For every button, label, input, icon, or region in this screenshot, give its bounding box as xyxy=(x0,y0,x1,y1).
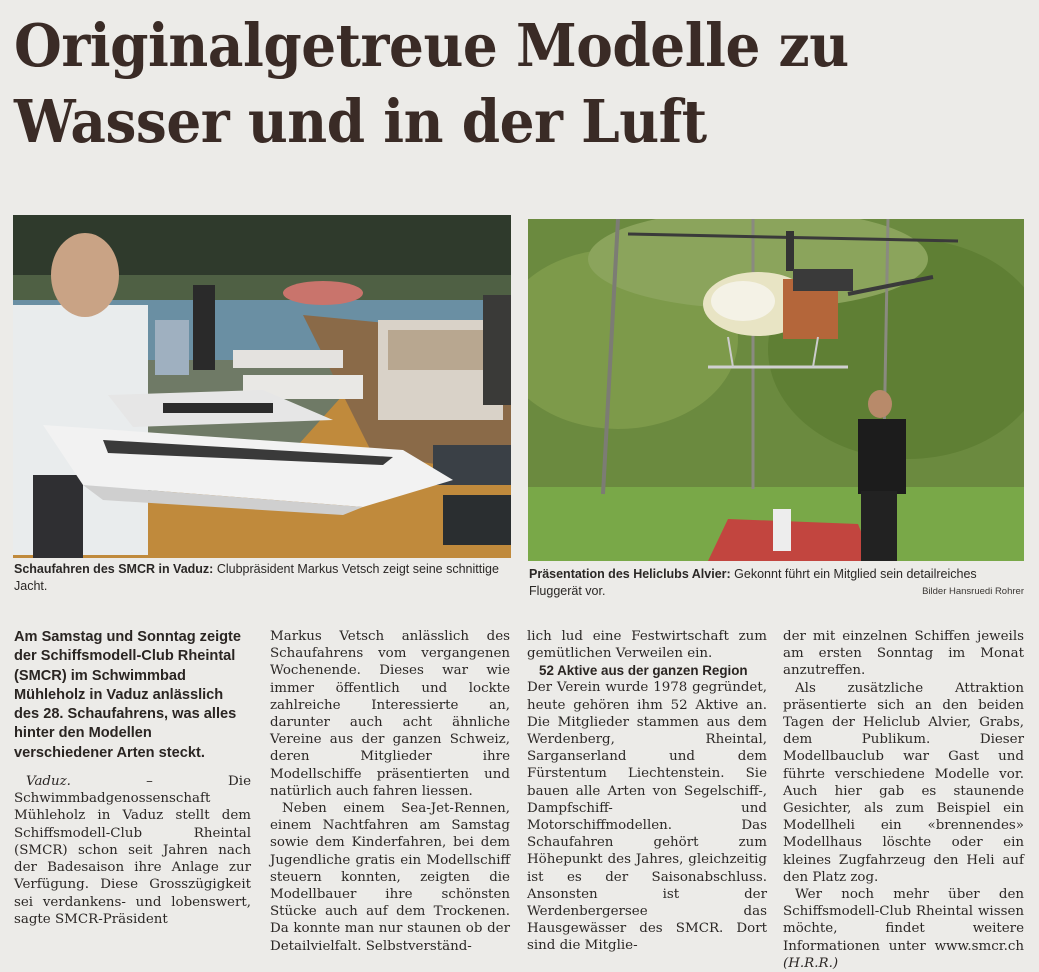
headline xyxy=(14,8,953,160)
caption-left-text: Clubpräsident Markus Vetsch zeigt seine schnittige Jacht. xyxy=(14,562,499,593)
caption-right-title: Präsentation des Heliclubs Alvier: xyxy=(529,567,731,581)
photo-caption-left xyxy=(14,561,506,595)
headline-line-2: Wasser und in der Luft xyxy=(14,87,707,156)
boat-photo xyxy=(13,215,511,558)
photo-credit: Bilder Hansruedi Rohrer xyxy=(922,586,1024,597)
article-paragraph-4: lich lud eine Festwirtschaft zum gemütlichen Verweilen ein. xyxy=(527,629,767,662)
article-paragraph-7: Als zusätzliche Attraktion präsentierte sich an den beiden Tagen der Heliclub Alvier, Grabs, dem Publikum. Dieser Modellbauclub war Gast und führte verschiedene Modelle vor. Auch hier gab es staunende Gesichter, als zum Beispiel ein Modellheli ein «brennendes» Modellhaus löschte oder ein kleines Zugfahrzeug den Heli auf den Platz zog. xyxy=(783,680,1024,885)
article-column-1 xyxy=(14,628,251,928)
article-paragraph-6: der mit einzelnen Schiffen jeweils am ersten Sonntag im Monat anzutreffen. xyxy=(783,629,1024,679)
article-column-2 xyxy=(270,628,510,955)
caption-right-text: Gekonnt führt ein Mitglied sein detailreiches Fluggerät vor. xyxy=(529,567,977,598)
article-paragraph-5: Der Verein wurde 1978 gegründet, heute gehören ihm 52 Aktive an. Die Mitglieder stammen aus dem Werdenberg, Rheintal, Sarganserland und dem Fürstentum Liechtenstein. Sie bauen alle Arten von Segelschiff-, Dampfschiff- und Motorschiffmodellen. Das Schaufahren gehört zum Höhepunkt des Jahres, gleichzeitig ist es der Saisonabschluss. Ansonsten ist der Werdenbergersee das Hausgewässer des SMCR. Dort sind die Mitglie- xyxy=(527,680,767,954)
article-column-4 xyxy=(783,628,1024,972)
dateline: Vaduz. xyxy=(26,774,71,790)
article-paragraph-8-text: Wer noch mehr über den Schiffsmodell-Club Rheintal wissen möchte, findet weitere Informationen unter www.smcr.ch xyxy=(783,887,1024,954)
article-paragraph-2: Markus Vetsch anlässlich des Schaufahrens vom vergangenen Wochenende. Dieses war wie immer öffentlich und lockte zahlreiche Interessierte an, darunter auch acht ähnliche Vereine aus der ganzen Schweiz, deren Mitglieder ihre Modellschiffe präsentierten und natürlich auch fahren liessen. xyxy=(270,629,510,799)
article-column-3 xyxy=(527,628,767,955)
helicopter-photo-icon xyxy=(528,219,1024,561)
boat-photo-icon xyxy=(13,215,511,558)
article-paragraph-3: Neben einem Sea-Jet-Rennen, einem Nachtfahren am Samstag sowie dem Kinderfahren, bei dem Jugendliche gratis ein Modellschiff steuern konnten, zeigten die Modellbauer ihre schönsten Stücke auch auf dem Trockenen. Da konnte man nur staunen ob der Detailvielfalt. Selbstverständ- xyxy=(270,801,510,954)
author-initials: (H.R.R.) xyxy=(783,955,839,971)
helicopter-photo xyxy=(528,219,1024,561)
headline-line-1: Originalgetreue Modelle zu xyxy=(14,11,849,80)
article-paragraph-8 xyxy=(783,886,1024,972)
article-paragraph-1: Vaduz. – Die Schwimmbadgenossenschaft Mühleholz in Vaduz stellt dem Schiffsmodell-Club Rheintal (SMCR) schon seit Jahren nach der Badesaison ihre Anlage zur Verfügung. Diese Grosszügigkeit sei verdankens- und lobenswert, sagte SMCR-Präsident xyxy=(14,774,251,927)
article-lead: Am Samstag und Sonntag zeigte der Schiffsmodell-Club Rheintal (SMCR) im Schwimmbad Mühleholz in Vaduz anlässlich des 28. Schaufahrens, was alles hinter den Modellen verschiedener Arten steckt. xyxy=(14,629,242,761)
caption-left-title: Schaufahren des SMCR in Vaduz: xyxy=(14,562,214,576)
article-subheading: 52 Aktive aus der ganzen Region xyxy=(539,663,748,679)
